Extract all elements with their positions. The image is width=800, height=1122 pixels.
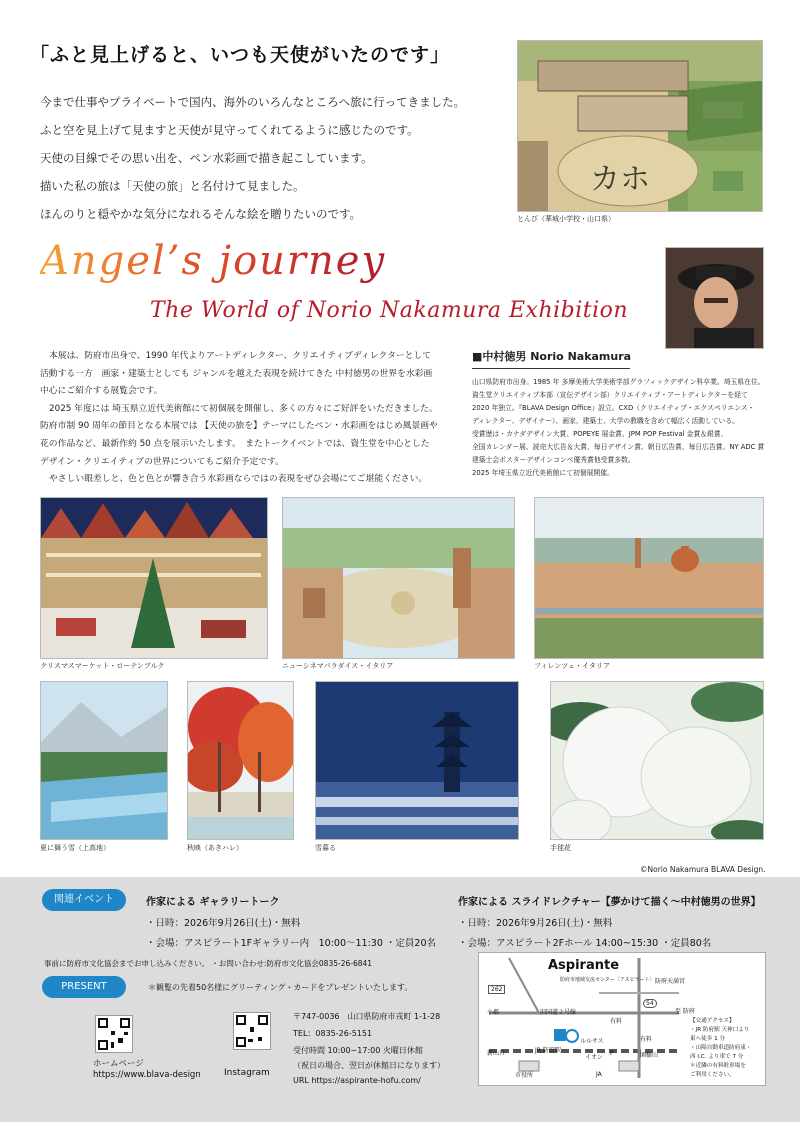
artwork-caption: ニューシネマパラダイス・イタリア	[282, 662, 394, 670]
access-line: 西 I.C. より車で 7 分	[690, 1054, 744, 1060]
venue-postal-address: 〒747-0036 山口県防府市戎町 1-1-28	[293, 1012, 441, 1021]
intro-text	[40, 88, 510, 228]
related-events-badge: 関連イベント	[42, 889, 126, 911]
body-line: 中心にご紹介する展覧会です。	[40, 386, 163, 397]
portrait-illustration	[666, 248, 763, 348]
access-line: 東へ徒歩 1 分	[690, 1036, 726, 1042]
artwork-autumn	[187, 681, 294, 840]
map-label: 54	[643, 999, 657, 1008]
artwork-firenze	[534, 497, 764, 659]
homepage-label: ホームページ	[93, 1059, 144, 1069]
artwork-caption: 夏に舞う雪（上高地）	[40, 844, 110, 852]
artwork-caption: 雪暮る	[315, 844, 336, 852]
profile-line: 建築士会ポスターデザインコンペ優秀賞他受賞多数。	[472, 456, 635, 464]
map-brand: Aspirante	[548, 958, 620, 973]
qr-code-icon	[96, 1016, 132, 1052]
artist-name-heading: ■中村徳男 Norio Nakamura	[472, 348, 630, 369]
profile-line: ディレクター、デザイナー）、画家、建築士、大学の教職を含めて幅広く活動している。	[472, 417, 739, 425]
artwork-caption: 秋映（あきハレ）	[187, 844, 243, 852]
homepage-qr-code[interactable]	[95, 1015, 133, 1053]
instagram-qr-code[interactable]	[233, 1012, 271, 1050]
hydrangea-illustration	[551, 682, 763, 839]
map-label: 有料	[610, 1018, 623, 1025]
christmas-market-illustration	[41, 498, 267, 658]
exhibition-subtitle: The World of Norio Nakamura Exhibition	[150, 298, 629, 323]
map-label: 園樹山	[640, 1052, 659, 1059]
artwork-caption: クリスマスマーケット・ローテンブルク	[40, 662, 165, 670]
profile-line: 資生堂クリエイティブ本部（宣伝デザイン部）クリエイティブ・アートディレクターを経て	[472, 391, 748, 399]
top-artwork-caption: とんび（華城小学校・山口県）	[517, 215, 615, 223]
map-label: ルルサス	[580, 1038, 604, 1045]
cinema-paradiso-illustration	[283, 498, 514, 658]
top-artwork-schoolyard	[517, 40, 763, 212]
profile-line: 2020 年独立。『BLAVA Design Office』設立。CXD（クリエイティブ・エクスペリエンス・	[472, 404, 755, 412]
access-line: ・山陽自動車道防府東・	[690, 1045, 752, 1051]
map-label: イオン	[585, 1054, 603, 1061]
headline: 「ふと見上げると、いつも天使がいたのです」	[30, 44, 451, 66]
application-note: 事前に防府市文化協会までお申し込みください。 ・お問い合わせ:防府市文化協会0835-26-6841	[44, 959, 373, 968]
map-label: JA	[596, 1071, 602, 1078]
map-label: 至 防府	[675, 1008, 695, 1015]
qr-code-icon	[234, 1013, 270, 1049]
gallery-talk-venue: ・会場：アスピラート1Fギャラリー内 10:00～11:30 ・定員20名	[146, 938, 436, 949]
intro-line: 天使の目線でその思い出を、ペン水彩画で描き起こしています。	[40, 151, 373, 165]
artwork-hydrangea	[550, 681, 764, 840]
profile-line: 全国カレンダー展、読売大広告＆大賞、毎日デザイン賞、朝日広告賞、毎日広告賞、NY ADC 賞	[472, 443, 765, 451]
map-label: 市役所	[515, 1072, 534, 1079]
snow-dusk-illustration	[316, 682, 518, 839]
autumn-illustration	[188, 682, 293, 839]
present-badge: PRESENT	[42, 976, 126, 998]
exhibition-description	[40, 348, 450, 489]
venue-hours-note: （祝日の場合、翌日が休館日になります）	[293, 1061, 445, 1070]
artist-profile	[472, 376, 772, 480]
gallery-talk-date: ・日時：2026年9月26日(土)・無料	[146, 918, 301, 929]
map-label: 旧国道２号線	[540, 1009, 577, 1016]
access-line: ご利用ください。	[690, 1072, 735, 1078]
homepage-url[interactable]: https://www.blava-design	[93, 1070, 201, 1080]
body-line: やさしい眼差しと、色と色とが響き合う水彩画ならではの表現をぜひ会場にてご堪能ください。	[49, 474, 428, 485]
artwork-snow-dusk	[315, 681, 519, 840]
slide-lecture-title: 作家による スライドレクチャー【夢かけて描く～中村徳男の世界】	[458, 897, 761, 908]
schoolyard-illustration	[518, 41, 762, 211]
profile-line: 2025 年埼玉県立近代美術館にて初個展開催。	[472, 469, 614, 477]
map-label: 小郡	[487, 1009, 500, 1016]
map-label: P	[610, 1050, 614, 1057]
schoolyard-painted-text: カホ	[590, 162, 650, 197]
map-label: JR 防府駅	[535, 1047, 561, 1054]
slide-lecture-venue: ・会場：アスピラート2Fホール 14:00~15:30 ・定員80名	[458, 938, 712, 949]
map-access-info	[690, 1017, 762, 1080]
map-label: 防府天満宮	[655, 978, 686, 985]
body-line: 花の作品など、最新作約 50 点を展示いたします。 またトークイベントでは、資生堂を中心とした	[40, 438, 430, 449]
map-brand-sub: 防府市地域交流センター〔アスピラート〕	[560, 977, 655, 983]
body-line: 防府市制 90 周年の節目となる本展では 【天使の旅を】テーマにしたペン・水彩画をはじめ風景画や	[40, 421, 438, 432]
kamikochi-illustration	[41, 682, 167, 839]
artwork-kamikochi	[40, 681, 168, 840]
artwork-christmas-market	[40, 497, 268, 659]
body-line: 活動する一方 画家・建築士としても ジャンルを越えた表現を続けてきた 中村徳男の世界を水彩画	[40, 368, 433, 379]
exhibition-title: Angel’s journey	[40, 238, 387, 284]
access-line: 【交通アクセス】	[690, 1018, 735, 1024]
body-line: 2025 年度には 埼玉県立近代美術館にて初個展を開催し、多くの方々にご好評をいただきました。	[49, 403, 438, 414]
body-line: デザイン・クリエイティブの世界についてもご紹介予定です。	[40, 456, 284, 467]
present-text: ＊観覧の先着50名様にグリーティング・カードをプレゼントいたします。	[148, 983, 413, 992]
access-line: ・JR 防府駅 天神口より	[690, 1027, 750, 1033]
gallery-talk-title: 作家による ギャラリートーク	[146, 897, 280, 908]
intro-line: ふと空を見上げて見ますと天使が見守ってくれてるように感じたのです。	[40, 123, 419, 137]
artwork-cinema-paradiso	[282, 497, 515, 659]
map-label: 262	[488, 985, 505, 994]
venue-url[interactable]: URL https://aspirante-hofu.com/	[293, 1076, 421, 1085]
profile-line: 受賞歴は・カナダデザイン大賞、POPEYE 展金賞、JPM POP Festival 金賞＆銀賞、	[472, 430, 728, 438]
venue-hours: 受付時間 10:00~17:00 火曜日休館	[293, 1046, 423, 1055]
profile-line: 山口県防府市出身。1985 年 多摩美術大学美術学部グラフィックデザイン科卒業。埼玉県在住。	[472, 378, 765, 386]
map-label: 有料	[640, 1036, 653, 1043]
slide-lecture-date: ・日時：2026年9月26日(土)・無料	[458, 918, 613, 929]
artist-portrait	[665, 247, 764, 349]
artwork-caption: フィレンツェ・イタリア	[534, 662, 610, 670]
venue-tel: TEL：0835-26-5151	[293, 1029, 373, 1038]
intro-line: 今まで仕事やプライベートで国内、海外のいろんなところへ旅に行ってきました。	[40, 95, 466, 109]
intro-line: ほんのりと穏やかな気分になれるそんな絵を贈りたいのです。	[40, 207, 362, 221]
firenze-illustration	[535, 498, 763, 658]
intro-line: 描いた私の旅は「天使の旅」と名付けて見ました。	[40, 179, 305, 193]
body-line: 本展は、防府市出身で、1990 年代よりアートディレクター、クリエイティブディレクターとして	[49, 351, 432, 361]
artwork-caption: 手毬花	[550, 844, 571, 852]
instagram-label[interactable]: Instagram	[224, 1068, 270, 1078]
map-label: 新山口	[487, 1050, 506, 1057]
copyright-notice: ©Norio Nakamura BLAVA Design.	[640, 865, 766, 874]
access-line: ＊近隣の有料駐車場を	[690, 1063, 746, 1069]
